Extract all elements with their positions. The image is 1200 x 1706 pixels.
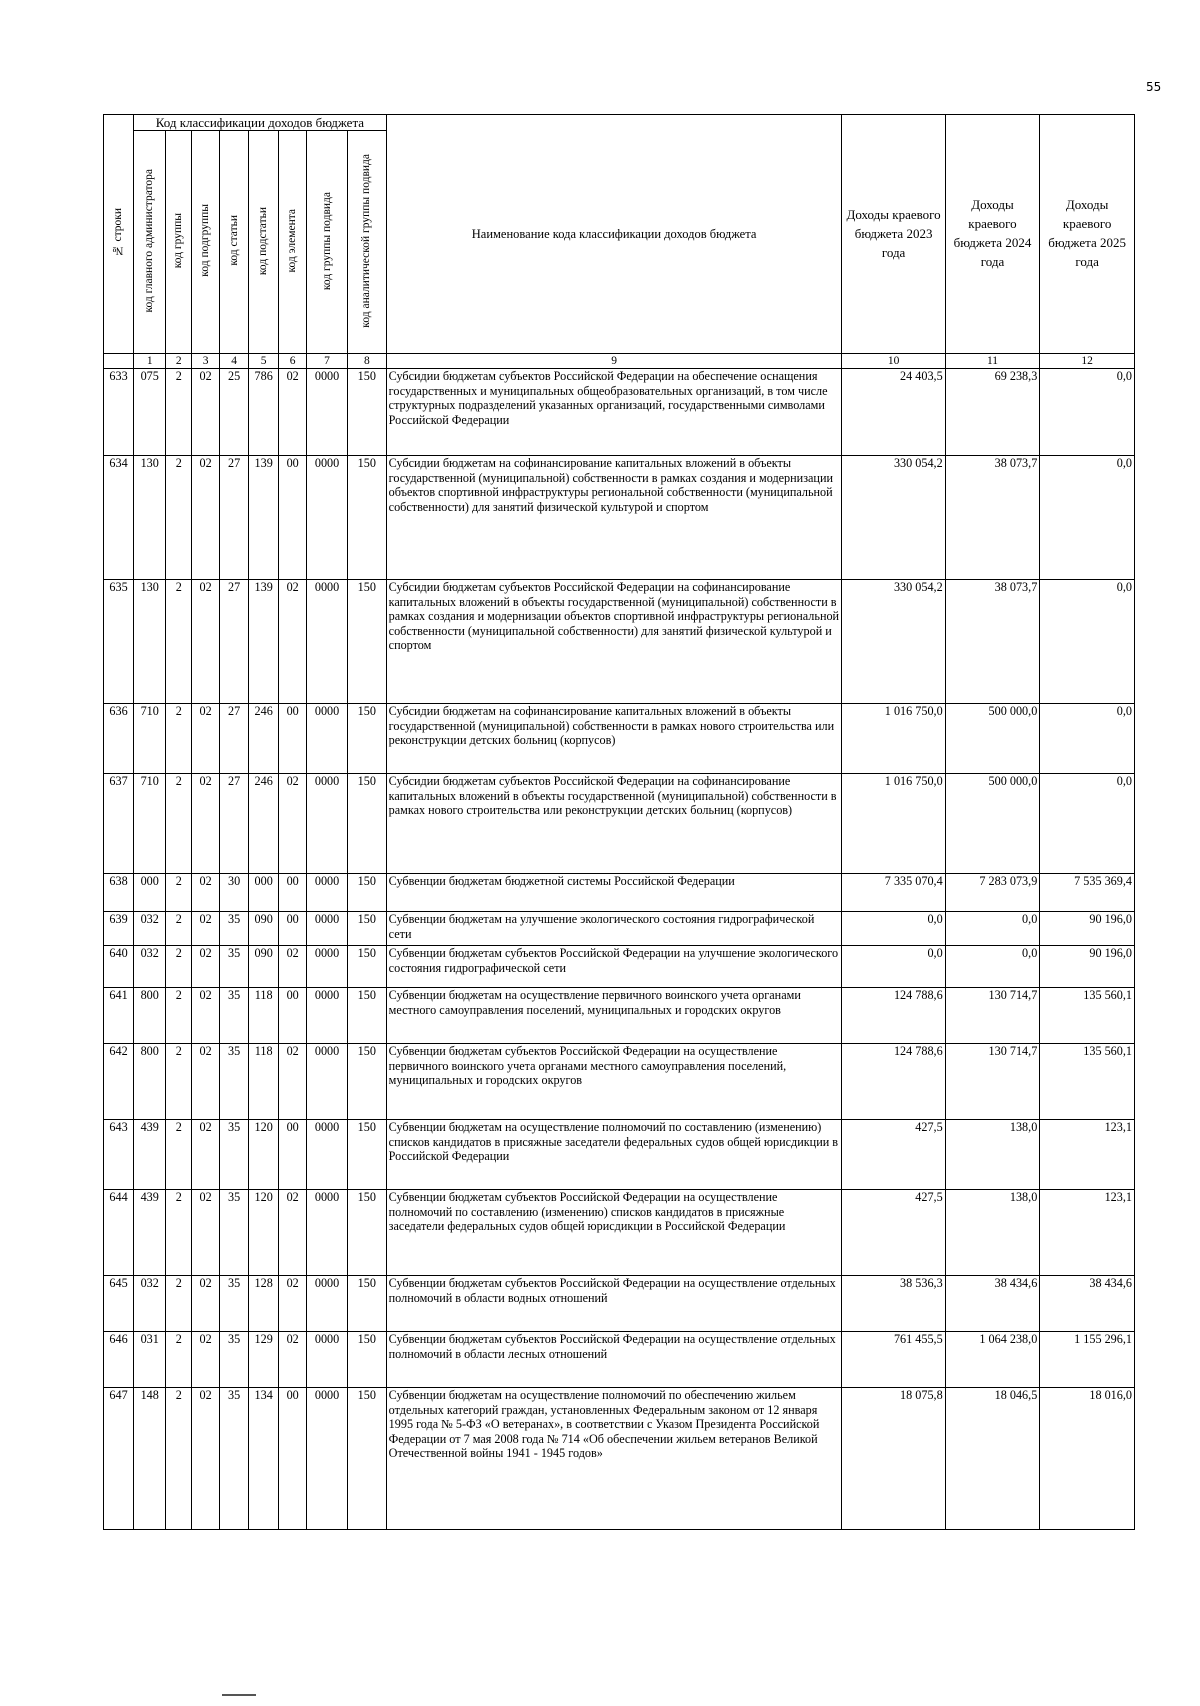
income-name: Субсидии бюджетам на софинансирование капитальных вложений в объекты государственной (муниципальной) собственности в рамках создания и модернизации объектов спортивной инфраструктуры региональной собственности (муниципальной собственности) для занятий физической культурой и спортом [386, 456, 842, 580]
amount-2024: 38 073,7 [945, 456, 1040, 580]
table-row [104, 774, 1135, 874]
row-number: 643 [104, 1120, 134, 1190]
amount-2023: 7 335 070,4 [842, 874, 945, 912]
admin-code: 439 [134, 1190, 166, 1276]
amount-2024: 1 064 238,0 [945, 1332, 1040, 1388]
income-name: Субвенции бюджетам субъектов Российской Федерации на осуществление первичного воинского учета органами местного самоуправления поселений, муниципальных и городских округов [386, 1044, 842, 1120]
subkind-group-code: 0000 [307, 988, 348, 1044]
subgroup-code: 02 [192, 1120, 220, 1190]
amount-2023: 0,0 [842, 946, 945, 988]
analytic-group-code: 150 [347, 988, 386, 1044]
amount-2025: 90 196,0 [1040, 946, 1135, 988]
header-subgroup-code: код подгруппы [192, 131, 220, 354]
amount-2023: 1 016 750,0 [842, 704, 945, 774]
amount-2023: 761 455,5 [842, 1332, 945, 1388]
page-number: 55 [1146, 80, 1162, 94]
subgroup-code: 02 [192, 946, 220, 988]
admin-code: 710 [134, 774, 166, 874]
row-number: 644 [104, 1190, 134, 1276]
table-row [104, 369, 1135, 456]
analytic-group-code: 150 [347, 946, 386, 988]
article-code: 27 [220, 774, 249, 874]
group-code: 2 [166, 1388, 192, 1530]
header-2023: Доходы краевого бюджета 2023 года [842, 115, 945, 354]
income-name: Субвенции бюджетам субъектов Российской Федерации на осуществление полномочий по составлению (изменению) списков кандидатов в присяжные заседатели федеральных судов общей юрисдикции в Российской Федерации [386, 1190, 842, 1276]
header-2024: Доходы краевого бюджета 2024 года [945, 115, 1040, 354]
article-code: 27 [220, 580, 249, 704]
subkind-group-code: 0000 [307, 1044, 348, 1120]
subarticle-code: 000 [249, 874, 279, 912]
table-row [104, 1190, 1135, 1276]
amount-2024: 138,0 [945, 1190, 1040, 1276]
element-code: 02 [279, 1044, 307, 1120]
subarticle-code: 129 [249, 1332, 279, 1388]
admin-code: 130 [134, 456, 166, 580]
group-code: 2 [166, 946, 192, 988]
income-name: Субвенции бюджетам бюджетной системы Российской Федерации [386, 874, 842, 912]
row-number: 639 [104, 912, 134, 946]
subgroup-code: 02 [192, 580, 220, 704]
subgroup-code: 02 [192, 912, 220, 946]
article-code: 35 [220, 946, 249, 988]
income-name: Субвенции бюджетам на осуществление полномочий по обеспечению жильем отдельных категорий граждан, установленных Федеральным законом от 12 января 1995 года № 5-ФЗ «О ветеранах», в соответствии с Указом Президента Российской Федерации от 7 мая 2008 года № 714 «Об обеспечении жильем ветеранов Великой Отечественной войны 1941 - 1945 годов» [386, 1388, 842, 1530]
admin-code: 439 [134, 1120, 166, 1190]
subgroup-code: 02 [192, 874, 220, 912]
amount-2023: 1 016 750,0 [842, 774, 945, 874]
amount-2025: 18 016,0 [1040, 1388, 1135, 1530]
article-code: 35 [220, 1332, 249, 1388]
admin-code: 130 [134, 580, 166, 704]
element-code: 00 [279, 874, 307, 912]
analytic-group-code: 150 [347, 456, 386, 580]
header-subkind-group-code: код группы подвида [307, 131, 348, 354]
analytic-group-code: 150 [347, 912, 386, 946]
group-code: 2 [166, 774, 192, 874]
income-name: Субвенции бюджетам субъектов Российской Федерации на осуществление отдельных полномочий в области водных отношений [386, 1276, 842, 1332]
element-code: 00 [279, 1120, 307, 1190]
article-code: 35 [220, 1044, 249, 1120]
amount-2024: 138,0 [945, 1120, 1040, 1190]
amount-2024: 130 714,7 [945, 1044, 1040, 1120]
table-row [104, 1120, 1135, 1190]
subarticle-code: 139 [249, 456, 279, 580]
analytic-group-code: 150 [347, 1276, 386, 1332]
income-classification-table [103, 114, 1135, 1530]
header-analytic-group-code: код аналитической группы подвида [347, 131, 386, 354]
article-code: 27 [220, 704, 249, 774]
element-code: 02 [279, 580, 307, 704]
amount-2025: 7 535 369,4 [1040, 874, 1135, 912]
amount-2025: 0,0 [1040, 704, 1135, 774]
row-number: 634 [104, 456, 134, 580]
analytic-group-code: 150 [347, 1190, 386, 1276]
column-number: 6 [279, 354, 307, 369]
admin-code: 000 [134, 874, 166, 912]
column-number: 9 [386, 354, 842, 369]
amount-2024: 0,0 [945, 946, 1040, 988]
subgroup-code: 02 [192, 456, 220, 580]
amount-2023: 330 054,2 [842, 580, 945, 704]
table-row [104, 988, 1135, 1044]
income-name: Субсидии бюджетам на софинансирование капитальных вложений в объекты государственной (муниципальной) собственности в рамках нового строительства или реконструкции детских больниц (корпусов) [386, 704, 842, 774]
subarticle-code: 120 [249, 1190, 279, 1276]
amount-2024: 38 073,7 [945, 580, 1040, 704]
table-row [104, 912, 1135, 946]
subkind-group-code: 0000 [307, 456, 348, 580]
row-number: 636 [104, 704, 134, 774]
subkind-group-code: 0000 [307, 580, 348, 704]
income-name: Субвенции бюджетам субъектов Российской Федерации на осуществление отдельных полномочий в области лесных отношений [386, 1332, 842, 1388]
analytic-group-code: 150 [347, 774, 386, 874]
row-number: 637 [104, 774, 134, 874]
subarticle-code: 128 [249, 1276, 279, 1332]
subarticle-code: 139 [249, 580, 279, 704]
header-2025: Доходы краевого бюджета 2025 года [1040, 115, 1135, 354]
element-code: 00 [279, 704, 307, 774]
amount-2023: 330 054,2 [842, 456, 945, 580]
analytic-group-code: 150 [347, 1388, 386, 1530]
element-code: 02 [279, 774, 307, 874]
amount-2025: 123,1 [1040, 1190, 1135, 1276]
subkind-group-code: 0000 [307, 774, 348, 874]
subgroup-code: 02 [192, 704, 220, 774]
subarticle-code: 134 [249, 1388, 279, 1530]
table-row [104, 874, 1135, 912]
income-name: Субвенции бюджетам на осуществление полномочий по составлению (изменению) списков кандидатов в присяжные заседатели федеральных судов общей юрисдикции в Российской Федерации [386, 1120, 842, 1190]
column-number: 2 [166, 354, 192, 369]
subkind-group-code: 0000 [307, 1120, 348, 1190]
group-code: 2 [166, 1332, 192, 1388]
subkind-group-code: 0000 [307, 369, 348, 456]
analytic-group-code: 150 [347, 1120, 386, 1190]
article-code: 27 [220, 456, 249, 580]
amount-2025: 38 434,6 [1040, 1276, 1135, 1332]
subkind-group-code: 0000 [307, 1332, 348, 1388]
column-number-blank [104, 354, 134, 369]
table-row [104, 704, 1135, 774]
column-number: 8 [347, 354, 386, 369]
subkind-group-code: 0000 [307, 912, 348, 946]
element-code: 00 [279, 912, 307, 946]
income-name: Субвенции бюджетам на улучшение экологического состояния гидрографической сети [386, 912, 842, 946]
row-number: 635 [104, 580, 134, 704]
admin-code: 800 [134, 1044, 166, 1120]
group-code: 2 [166, 456, 192, 580]
amount-2024: 18 046,5 [945, 1388, 1040, 1530]
element-code: 02 [279, 946, 307, 988]
header-row-no: № строки [104, 115, 134, 354]
subkind-group-code: 0000 [307, 1190, 348, 1276]
analytic-group-code: 150 [347, 1332, 386, 1388]
column-number: 10 [842, 354, 945, 369]
header-element-code: код элемента [279, 131, 307, 354]
row-number: 645 [104, 1276, 134, 1332]
amount-2023: 38 536,3 [842, 1276, 945, 1332]
amount-2023: 18 075,8 [842, 1388, 945, 1530]
subkind-group-code: 0000 [307, 874, 348, 912]
analytic-group-code: 150 [347, 704, 386, 774]
group-code: 2 [166, 874, 192, 912]
amount-2024: 7 283 073,9 [945, 874, 1040, 912]
scan-artifact-line [222, 1694, 256, 1696]
column-number: 11 [945, 354, 1040, 369]
amount-2023: 124 788,6 [842, 988, 945, 1044]
table-row [104, 1388, 1135, 1530]
amount-2024: 38 434,6 [945, 1276, 1040, 1332]
subkind-group-code: 0000 [307, 1276, 348, 1332]
table-row [104, 580, 1135, 704]
amount-2023: 24 403,5 [842, 369, 945, 456]
row-number: 642 [104, 1044, 134, 1120]
element-code: 02 [279, 369, 307, 456]
element-code: 00 [279, 988, 307, 1044]
group-code: 2 [166, 1276, 192, 1332]
admin-code: 032 [134, 1276, 166, 1332]
group-code: 2 [166, 1190, 192, 1276]
group-code: 2 [166, 580, 192, 704]
amount-2023: 0,0 [842, 912, 945, 946]
amount-2025: 0,0 [1040, 456, 1135, 580]
analytic-group-code: 150 [347, 1044, 386, 1120]
amount-2023: 427,5 [842, 1190, 945, 1276]
table-row [104, 1044, 1135, 1120]
analytic-group-code: 150 [347, 874, 386, 912]
income-name: Субвенции бюджетам субъектов Российской Федерации на улучшение экологического состояния гидрографической сети [386, 946, 842, 988]
income-name: Субсидии бюджетам субъектов Российской Федерации на софинансирование капитальных вложений в объекты государственной (муниципальной) собственности в рамках нового строительства или реконструкции детских больниц (корпусов) [386, 774, 842, 874]
subgroup-code: 02 [192, 1388, 220, 1530]
subarticle-code: 246 [249, 774, 279, 874]
row-number: 641 [104, 988, 134, 1044]
header-name: Наименование кода классификации доходов бюджета [386, 115, 842, 354]
admin-code: 032 [134, 912, 166, 946]
amount-2025: 90 196,0 [1040, 912, 1135, 946]
amount-2025: 135 560,1 [1040, 988, 1135, 1044]
column-number: 4 [220, 354, 249, 369]
element-code: 02 [279, 1276, 307, 1332]
article-code: 35 [220, 1276, 249, 1332]
element-code: 00 [279, 456, 307, 580]
group-code: 2 [166, 369, 192, 456]
group-code: 2 [166, 1044, 192, 1120]
amount-2025: 0,0 [1040, 774, 1135, 874]
amount-2023: 427,5 [842, 1120, 945, 1190]
table-row [104, 946, 1135, 988]
header-subarticle-code: код подстатьи [249, 131, 279, 354]
subgroup-code: 02 [192, 988, 220, 1044]
admin-code: 148 [134, 1388, 166, 1530]
admin-code: 800 [134, 988, 166, 1044]
subarticle-code: 090 [249, 946, 279, 988]
table-row [104, 1276, 1135, 1332]
admin-code: 075 [134, 369, 166, 456]
admin-code: 032 [134, 946, 166, 988]
subgroup-code: 02 [192, 774, 220, 874]
admin-code: 031 [134, 1332, 166, 1388]
amount-2024: 0,0 [945, 912, 1040, 946]
subkind-group-code: 0000 [307, 704, 348, 774]
row-number: 646 [104, 1332, 134, 1388]
amount-2024: 130 714,7 [945, 988, 1040, 1044]
column-number: 7 [307, 354, 348, 369]
amount-2025: 135 560,1 [1040, 1044, 1135, 1120]
subkind-group-code: 0000 [307, 1388, 348, 1530]
header-group-code: код группы [166, 131, 192, 354]
subgroup-code: 02 [192, 1276, 220, 1332]
article-code: 35 [220, 1190, 249, 1276]
article-code: 35 [220, 912, 249, 946]
analytic-group-code: 150 [347, 369, 386, 456]
article-code: 30 [220, 874, 249, 912]
subgroup-code: 02 [192, 1190, 220, 1276]
subarticle-code: 090 [249, 912, 279, 946]
subarticle-code: 118 [249, 988, 279, 1044]
income-name: Субвенции бюджетам на осуществление первичного воинского учета органами местного самоуправления поселений, муниципальных и городских округов [386, 988, 842, 1044]
article-code: 35 [220, 988, 249, 1044]
subarticle-code: 118 [249, 1044, 279, 1120]
income-name: Субсидии бюджетам субъектов Российской Федерации на обеспечение оснащения государственных и муниципальных общеобразовательных организаций, в том числе структурных подразделений указанных организаций, государственными символами Российской Федерации [386, 369, 842, 456]
column-number: 12 [1040, 354, 1135, 369]
subgroup-code: 02 [192, 1332, 220, 1388]
group-code: 2 [166, 1120, 192, 1190]
header-article-code: код статьи [220, 131, 249, 354]
element-code: 02 [279, 1332, 307, 1388]
amount-2025: 123,1 [1040, 1120, 1135, 1190]
column-number: 5 [249, 354, 279, 369]
group-code: 2 [166, 988, 192, 1044]
amount-2024: 69 238,3 [945, 369, 1040, 456]
row-number: 633 [104, 369, 134, 456]
article-code: 25 [220, 369, 249, 456]
amount-2025: 0,0 [1040, 580, 1135, 704]
amount-2023: 124 788,6 [842, 1044, 945, 1120]
article-code: 35 [220, 1388, 249, 1530]
header-admin-code: код главного администратора [134, 131, 166, 354]
amount-2025: 0,0 [1040, 369, 1135, 456]
element-code: 00 [279, 1388, 307, 1530]
group-code: 2 [166, 704, 192, 774]
income-name: Субсидии бюджетам субъектов Российской Федерации на софинансирование капитальных вложений в объекты государственной (муниципальной) собственности в рамках создания и модернизации объектов спортивной инфраструктуры региональной собственности (муниципальной собственности) для занятий физической культурой и спортом [386, 580, 842, 704]
subarticle-code: 246 [249, 704, 279, 774]
analytic-group-code: 150 [347, 580, 386, 704]
subgroup-code: 02 [192, 369, 220, 456]
subkind-group-code: 0000 [307, 946, 348, 988]
amount-2025: 1 155 296,1 [1040, 1332, 1135, 1388]
row-number: 638 [104, 874, 134, 912]
group-code: 2 [166, 912, 192, 946]
row-number: 647 [104, 1388, 134, 1530]
column-numbers-row [104, 354, 1135, 369]
amount-2024: 500 000,0 [945, 704, 1040, 774]
column-number: 3 [192, 354, 220, 369]
table-row [104, 1332, 1135, 1388]
row-number: 640 [104, 946, 134, 988]
header-classification-group: Код классификации доходов бюджета [134, 115, 387, 131]
admin-code: 710 [134, 704, 166, 774]
element-code: 02 [279, 1190, 307, 1276]
table-row [104, 456, 1135, 580]
subarticle-code: 786 [249, 369, 279, 456]
subarticle-code: 120 [249, 1120, 279, 1190]
subgroup-code: 02 [192, 1044, 220, 1120]
article-code: 35 [220, 1120, 249, 1190]
amount-2024: 500 000,0 [945, 774, 1040, 874]
column-number: 1 [134, 354, 166, 369]
